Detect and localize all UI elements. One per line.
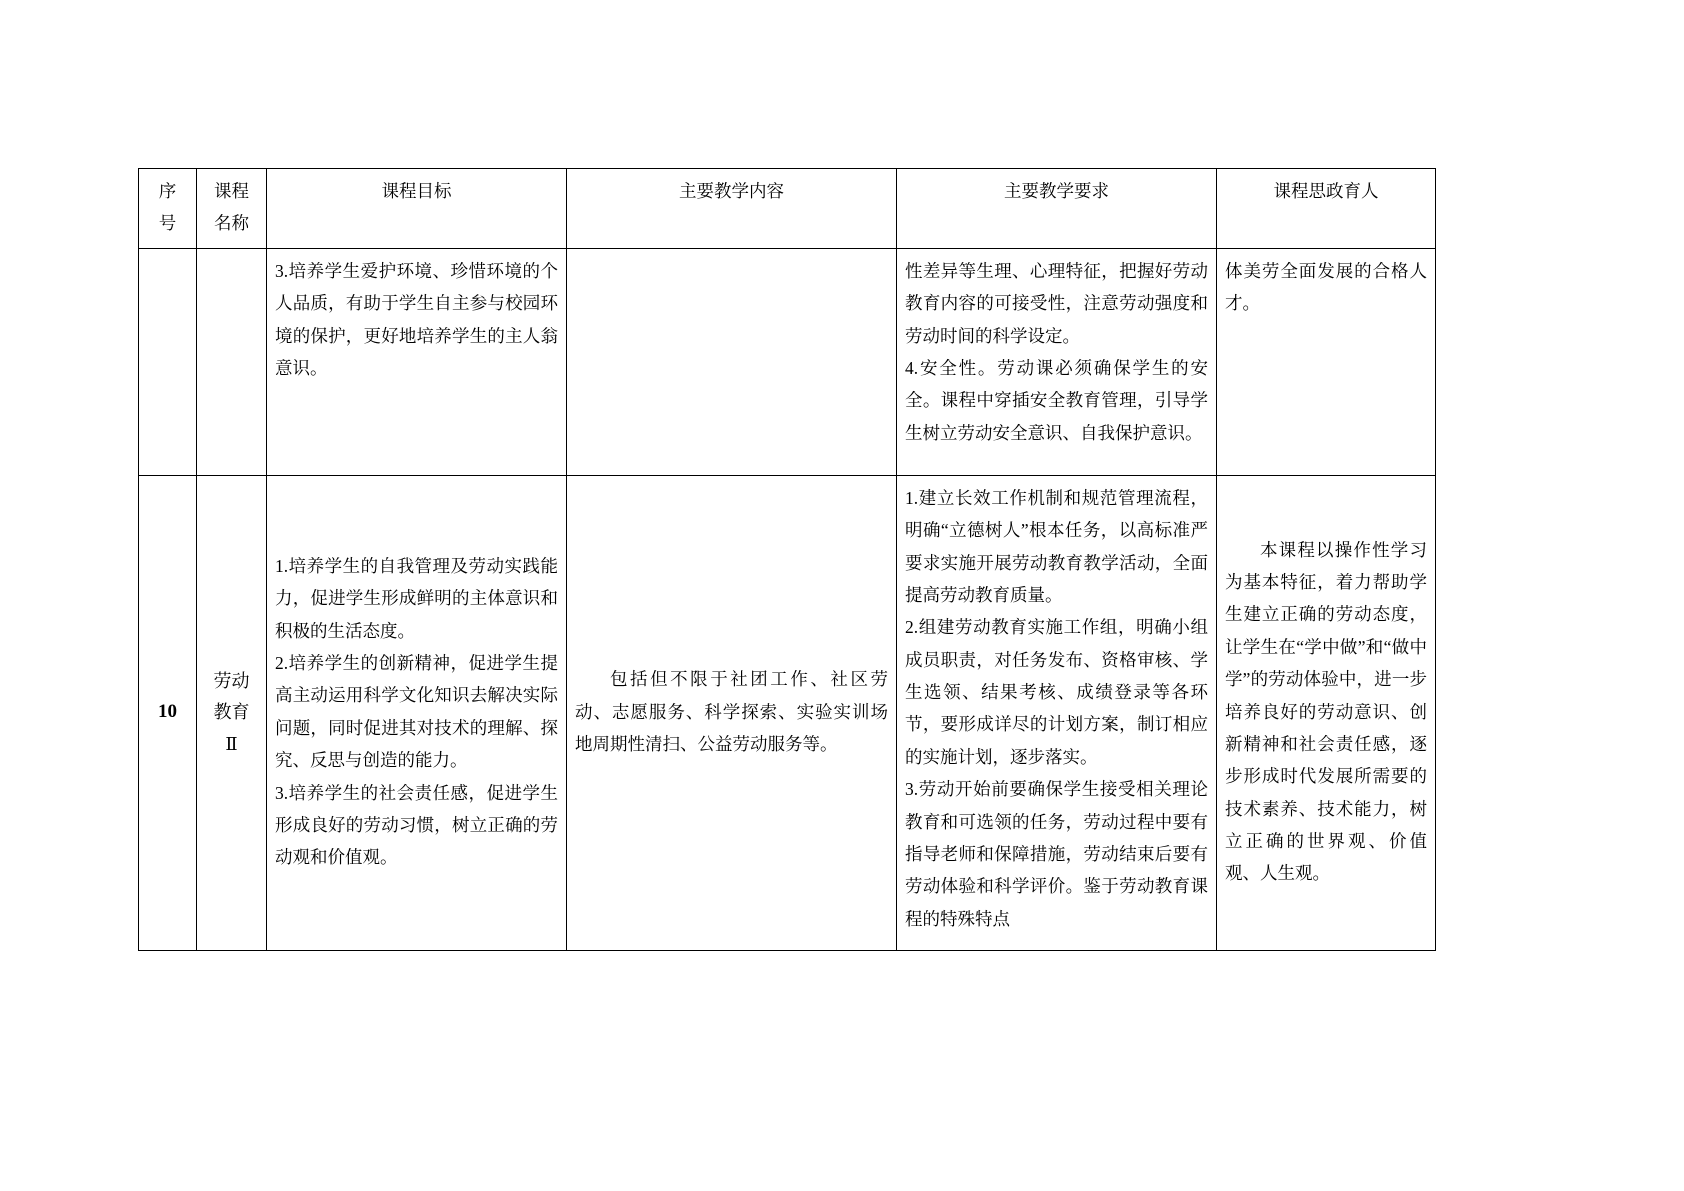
- column-header-teaching-requirement: 主要教学要求: [897, 169, 1217, 249]
- cell-course-name: [197, 248, 267, 475]
- cell-no: 10: [139, 475, 197, 950]
- cell-teaching-requirement: [897, 248, 1217, 475]
- cell-teaching-content: [567, 475, 897, 950]
- cell-ideological-education-text: 本课程以操作性学习为基本特征，着力帮助学生建立正确的劳动态度，让学生在“学中做”和“做中学”的劳动体验中，进一步培养良好的劳动意识、创新精神和社会责任感，逐步形成时代发展所需要的技术素养、技术能力，树立正确的世界观、价值观、人生观。: [1225, 539, 1427, 884]
- course-table: [138, 168, 1436, 951]
- cell-course-name: [197, 475, 267, 950]
- cell-course-name-line2: 教育: [213, 702, 250, 722]
- column-header-no: [139, 169, 197, 249]
- cell-course-goal: [267, 475, 567, 950]
- cell-course-name-line3: Ⅱ: [225, 733, 238, 754]
- cell-course-goal-p1: 1.培养学生的自我管理及劳动实践能力，促进学生形成鲜明的主体意识和积极的生活态度。: [275, 555, 558, 641]
- column-header-ideological-education: 课程思政育人: [1217, 169, 1436, 249]
- column-header-no-line1: 序: [158, 181, 177, 201]
- cell-teaching-requirement-p1: 性差异等生理、心理特征，把握好劳动教育内容的可接受性，注意劳动强度和劳动时间的科学设定。: [905, 260, 1208, 346]
- cell-teaching-content-text: 包括但不限于社团工作、社区劳动、志愿服务、科学探索、实验实训场地周期性清扫、公益劳动服务等。: [575, 669, 888, 754]
- column-header-course-name-line2: 名称: [214, 213, 249, 234]
- column-header-course-name: [197, 169, 267, 249]
- table-header-row: [139, 169, 1436, 249]
- cell-ideological-education: [1217, 248, 1436, 475]
- cell-teaching-requirement-p3: 3.劳动开始前要确保学生接受相关理论教育和可选领的任务，劳动过程中要有指导老师和保障措施，劳动结束后要有劳动体验和科学评价。鉴于劳动教育课程的特殊特点: [905, 779, 1208, 929]
- table-row: [139, 248, 1436, 475]
- cell-course-goal-text: 3.培养学生爱护环境、珍惜环境的个人品质，有助于学生自主参与校园环境的保护，更好地培养学生的主人翁意识。: [275, 260, 558, 378]
- column-header-no-line2: 号: [158, 213, 177, 234]
- column-header-teaching-content: 主要教学内容: [567, 169, 897, 249]
- cell-course-goal: [267, 248, 567, 475]
- table-row: [139, 475, 1436, 950]
- cell-teaching-requirement-p2: 2.组建劳动教育实施工作组，明确小组成员职责，对任务发布、资格审核、学生选领、结果考核、成绩登录等各环节，要形成详尽的计划方案，制订相应的实施计划，逐步落实。: [905, 617, 1208, 767]
- cell-ideological-education-text: 体美劳全面发展的合格人才。: [1225, 260, 1427, 314]
- cell-course-name-line1: 劳动: [213, 670, 250, 691]
- cell-no: [139, 248, 197, 475]
- cell-teaching-content: [567, 248, 897, 475]
- cell-teaching-requirement-p1: 1.建立长效工作机制和规范管理流程，明确“立德树人”根本任务，以高标准严要求实施开展劳动教育教学活动，全面提高劳动教育质量。: [905, 487, 1208, 605]
- column-header-course-goal: 课程目标: [267, 169, 567, 249]
- cell-ideological-education: [1217, 475, 1436, 950]
- cell-course-goal-p2: 2.培养学生的创新精神，促进学生提高主动运用科学文化知识去解决实际问题，同时促进其对技术的理解、探究、反思与创造的能力。: [275, 653, 558, 771]
- cell-course-goal-p3: 3.培养学生的社会责任感，促进学生形成良好的劳动习惯，树立正确的劳动观和价值观。: [275, 782, 558, 868]
- column-header-course-name-line1: 课程: [214, 181, 249, 201]
- cell-teaching-requirement-p2: 4.安全性。劳动课必须确保学生的安全。课程中穿插安全教育管理，引导学生树立劳动安全意识、自我保护意识。: [905, 357, 1208, 443]
- cell-teaching-requirement: [897, 475, 1217, 950]
